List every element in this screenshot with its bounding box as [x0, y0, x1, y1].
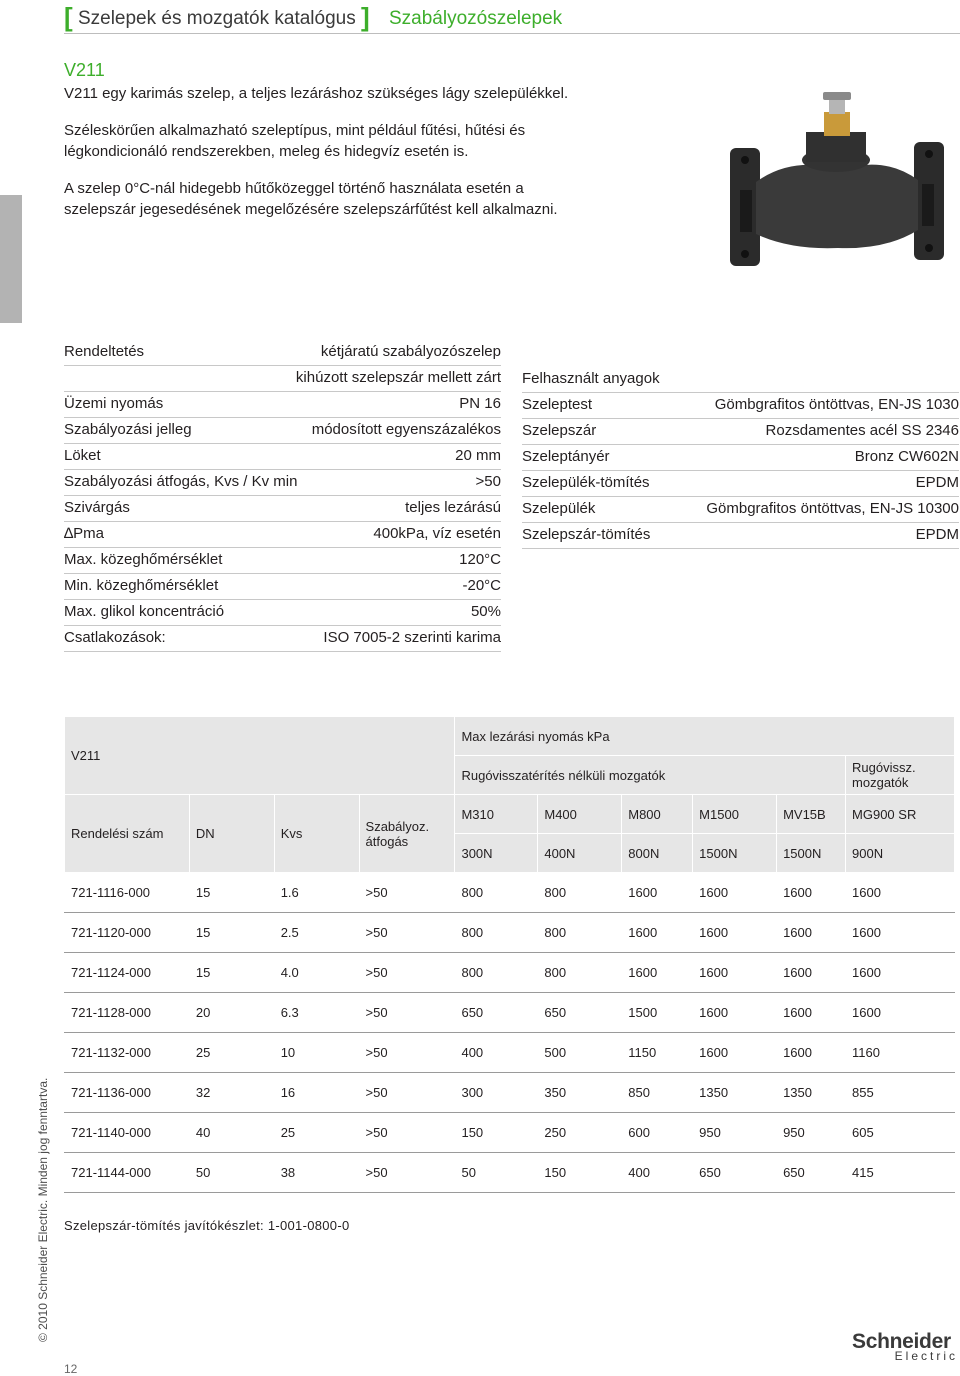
- table-cell: 400: [455, 1033, 538, 1073]
- table-cell: >50: [359, 1073, 455, 1113]
- order-table: [64, 716, 955, 1193]
- spec-list: [64, 340, 501, 652]
- table-cell: 721-1144-000: [65, 1153, 190, 1193]
- valve-product-image: [726, 90, 951, 280]
- row-value: PN 16: [459, 395, 501, 412]
- table-cell: 4.0: [274, 953, 359, 993]
- force-cell: 1500N: [693, 834, 777, 873]
- materials-title: Felhasznált anyagok: [522, 370, 660, 387]
- table-cell: 855: [846, 1073, 955, 1113]
- table-cell: 1500: [622, 993, 693, 1033]
- spec-row: [64, 444, 501, 470]
- actuator-cell: MV15B: [777, 795, 846, 834]
- row-value: Gömbgrafitos öntöttvas, EN-JS 10300: [706, 500, 959, 517]
- row-label: Szelepülék: [522, 500, 596, 517]
- table-cell: 300: [455, 1073, 538, 1113]
- table-cell: 800: [538, 913, 622, 953]
- intro-text: [64, 60, 584, 236]
- header-divider: [64, 33, 960, 34]
- table-cell: >50: [359, 1153, 455, 1193]
- table-cell: 721-1140-000: [65, 1113, 190, 1153]
- row-value: EPDM: [915, 474, 959, 491]
- spec-label: Rendeltetés: [64, 343, 145, 360]
- col-dn: DN: [189, 795, 274, 873]
- row-value: Rozsdamentes acél SS 2346: [765, 422, 959, 439]
- table-cell: 1600: [846, 953, 955, 993]
- materials-list: [522, 367, 959, 549]
- product-model: V211: [64, 60, 105, 80]
- table-cell: 50: [189, 1153, 274, 1193]
- table-cell: 500: [538, 1033, 622, 1073]
- row-label: Szelepszár: [522, 422, 597, 439]
- table-cell: 1600: [846, 873, 955, 913]
- table-cell: 250: [538, 1113, 622, 1153]
- table-row: [65, 993, 955, 1033]
- header-bracket-open: [: [64, 2, 73, 32]
- row-label: Szeleptányér: [522, 448, 610, 465]
- materials-title-row: [522, 367, 959, 393]
- table-cell: 1600: [693, 873, 777, 913]
- table-cell: 16: [274, 1073, 359, 1113]
- col-range: Szabályoz. átfogás: [359, 795, 455, 873]
- table-cell: 6.3: [274, 993, 359, 1033]
- row-label: Szabályozási átfogás, Kvs / Kv min: [64, 473, 298, 490]
- table-row: [65, 1033, 955, 1073]
- spec-row: [64, 522, 501, 548]
- table-no-spring-label: Rugóvisszatérítés nélküli mozgatók: [455, 756, 846, 795]
- material-row: [522, 445, 959, 471]
- table-cell: 1600: [693, 913, 777, 953]
- spec-row: [64, 600, 501, 626]
- table-cell: 1350: [693, 1073, 777, 1113]
- table-cell: 650: [693, 1153, 777, 1193]
- row-label: ∆Pma: [64, 525, 105, 542]
- table-cell: 1600: [622, 873, 693, 913]
- actuator-cell: M310: [455, 795, 538, 834]
- header-section-title: Szabályozószelepek: [388, 8, 563, 29]
- row-label: Üzemi nyomás: [64, 395, 164, 412]
- table-cell: 800: [538, 873, 622, 913]
- row-value: 400kPa, víz esetén: [373, 525, 501, 542]
- table-row: [65, 1113, 955, 1153]
- actuator-cell: M800: [622, 795, 693, 834]
- force-cell: 900N: [846, 834, 955, 873]
- row-label: Max. glikol koncentráció: [64, 603, 225, 620]
- spec-row-purpose-2: [64, 366, 501, 392]
- row-label: Max. közeghőmérséklet: [64, 551, 223, 568]
- spec-value: kétjáratú szabályozószelep: [320, 343, 501, 360]
- table-cell: 350: [538, 1073, 622, 1113]
- table-cell: 800: [455, 873, 538, 913]
- table-cell: 1350: [777, 1073, 846, 1113]
- force-cell: 1500N: [777, 834, 846, 873]
- intro-paragraph-2: Széleskörűen alkalmazható szeleptípus, mint például fűtési, hűtési és légkondicionáló rendszerekben, meleg és hidegvíz esetén is.: [64, 122, 526, 160]
- row-label: Szelepszár-tömítés: [522, 526, 651, 543]
- row-label: Szivárgás: [64, 499, 130, 516]
- table-row: [65, 1073, 955, 1113]
- table-cell: 721-1120-000: [65, 913, 190, 953]
- table-cell: 650: [455, 993, 538, 1033]
- actuator-cell: M1500: [693, 795, 777, 834]
- row-value: >50: [475, 473, 501, 490]
- table-cell: 415: [846, 1153, 955, 1193]
- table-cell: 721-1132-000: [65, 1033, 190, 1073]
- table-cell: 150: [455, 1113, 538, 1153]
- table-max-close-label: Max lezárási nyomás kPa: [455, 717, 955, 756]
- row-label: Löket: [64, 447, 101, 464]
- table-cell: 950: [693, 1113, 777, 1153]
- table-cell: 1600: [777, 1033, 846, 1073]
- force-cell: 800N: [622, 834, 693, 873]
- row-value: 20 mm: [455, 447, 501, 464]
- row-value: módosított egyenszázalékos: [311, 421, 501, 438]
- header-bracket-close: ]: [361, 2, 370, 32]
- table-cell: 150: [538, 1153, 622, 1193]
- table-cell: 600: [622, 1113, 693, 1153]
- table-row: [65, 953, 955, 993]
- spec-row: [64, 626, 501, 652]
- table-cell: 1600: [777, 873, 846, 913]
- table-cell: 15: [189, 913, 274, 953]
- spec-row: [64, 418, 501, 444]
- table-cell: 1600: [693, 993, 777, 1033]
- spec-row: [64, 574, 501, 600]
- table-cell: 1600: [777, 913, 846, 953]
- row-value: Bronz CW602N: [854, 448, 959, 465]
- table-cell: 800: [455, 913, 538, 953]
- table-cell: 650: [538, 993, 622, 1033]
- table-cell: 2.5: [274, 913, 359, 953]
- table-row: [65, 1153, 955, 1193]
- row-value: 50%: [470, 603, 501, 620]
- row-label: Szabályozási jelleg: [64, 421, 192, 438]
- table-cell: 1600: [777, 953, 846, 993]
- table-cell: >50: [359, 1033, 455, 1073]
- row-value: EPDM: [915, 526, 959, 543]
- table-cell: 1600: [693, 953, 777, 993]
- intro-paragraph-1: V211 egy karimás szelep, a teljes lezáráshoz szükséges lágy szelepülékkel.: [64, 85, 569, 102]
- table-cell: 605: [846, 1113, 955, 1153]
- row-value: Gömbgrafitos öntöttvas, EN-JS 1030: [714, 396, 959, 413]
- col-order-number: Rendelési szám: [65, 795, 190, 873]
- page-header: [64, 2, 562, 33]
- force-cell: 300N: [455, 834, 538, 873]
- spec-row: [64, 496, 501, 522]
- table-cell: 1600: [846, 913, 955, 953]
- table-cell: 25: [274, 1113, 359, 1153]
- row-label: Szeleptest: [522, 396, 593, 413]
- col-kvs: Kvs: [274, 795, 359, 873]
- table-cell: 25: [189, 1033, 274, 1073]
- spec-rows: [64, 392, 501, 652]
- table-cell: 20: [189, 993, 274, 1033]
- material-row: [522, 471, 959, 497]
- material-row: [522, 497, 959, 523]
- schneider-electric-logo: [852, 1330, 958, 1364]
- row-value: ISO 7005-2 szerinti karima: [323, 629, 501, 646]
- material-row: [522, 419, 959, 445]
- spec-row: [64, 392, 501, 418]
- spec-row: [64, 548, 501, 574]
- table-cell: 850: [622, 1073, 693, 1113]
- table-row: [65, 873, 955, 913]
- table-cell: 15: [189, 873, 274, 913]
- table-cell: 1600: [846, 993, 955, 1033]
- copyright-vertical: © 2010 Schneider Electric. Minden jog fenntartva.: [36, 1077, 50, 1342]
- side-tab-marker: [0, 195, 22, 323]
- header-catalog-title: Szelepek és mozgatók katalógus: [77, 8, 356, 29]
- table-cell: 950: [777, 1113, 846, 1153]
- table-cell: 800: [538, 953, 622, 993]
- table-cell: 1600: [777, 993, 846, 1033]
- row-value: teljes lezárású: [405, 499, 501, 516]
- table-cell: 50: [455, 1153, 538, 1193]
- material-row: [522, 523, 959, 549]
- table-cell: 15: [189, 953, 274, 993]
- material-row: [522, 393, 959, 419]
- table-cell: 1.6: [274, 873, 359, 913]
- table-cell: 650: [777, 1153, 846, 1193]
- table-cell: 1600: [693, 1033, 777, 1073]
- logo-line-1: Schneider: [852, 1330, 951, 1353]
- table-cell: 1150: [622, 1033, 693, 1073]
- table-cell: 38: [274, 1153, 359, 1193]
- row-label: Szelepülék-tömítés: [522, 474, 650, 491]
- table-cell: 32: [189, 1073, 274, 1113]
- spec-row: [64, 470, 501, 496]
- actuator-cell: MG900 SR: [846, 795, 955, 834]
- row-value: 120°C: [459, 551, 501, 568]
- table-cell: 800: [455, 953, 538, 993]
- spec-row-purpose: [64, 340, 501, 366]
- table-cell: 721-1128-000: [65, 993, 190, 1033]
- table-cell: 1160: [846, 1033, 955, 1073]
- intro-paragraph-3: A szelep 0°C-nál hidegebb hűtőközeggel történő használata esetén a szelepszár jegesedésének megelőzésére szelepszárfűtést kell alkalmazni.: [64, 180, 558, 218]
- table-cell: >50: [359, 953, 455, 993]
- row-label: Csatlakozások:: [64, 629, 166, 646]
- table-spring-label: Rugóvissz. mozgatók: [846, 756, 955, 795]
- order-table-body: [65, 873, 955, 1193]
- repair-kit-footnote: Szelepszár-tömítés javítókészlet: 1-001-0800-0: [64, 1218, 350, 1233]
- table-cell: 1600: [622, 953, 693, 993]
- table-cell: >50: [359, 913, 455, 953]
- table-model-cell: V211: [65, 717, 455, 795]
- actuator-cell: M400: [538, 795, 622, 834]
- table-cell: 400: [622, 1153, 693, 1193]
- row-label: Min. közeghőmérséklet: [64, 577, 219, 594]
- table-cell: >50: [359, 1113, 455, 1153]
- table-cell: 40: [189, 1113, 274, 1153]
- force-cell: 400N: [538, 834, 622, 873]
- logo-line-2: Electric: [894, 1349, 958, 1363]
- table-cell: >50: [359, 993, 455, 1033]
- row-value: -20°C: [462, 577, 501, 594]
- page-number: 12: [64, 1362, 78, 1376]
- materials-rows: [522, 393, 959, 549]
- table-cell: 1600: [622, 913, 693, 953]
- table-row: [65, 913, 955, 953]
- table-cell: 721-1124-000: [65, 953, 190, 993]
- table-cell: 721-1136-000: [65, 1073, 190, 1113]
- table-cell: >50: [359, 873, 455, 913]
- table-cell: 10: [274, 1033, 359, 1073]
- table-cell: 721-1116-000: [65, 873, 190, 913]
- spec-value: kihúzott szelepszár mellett zárt: [295, 369, 501, 386]
